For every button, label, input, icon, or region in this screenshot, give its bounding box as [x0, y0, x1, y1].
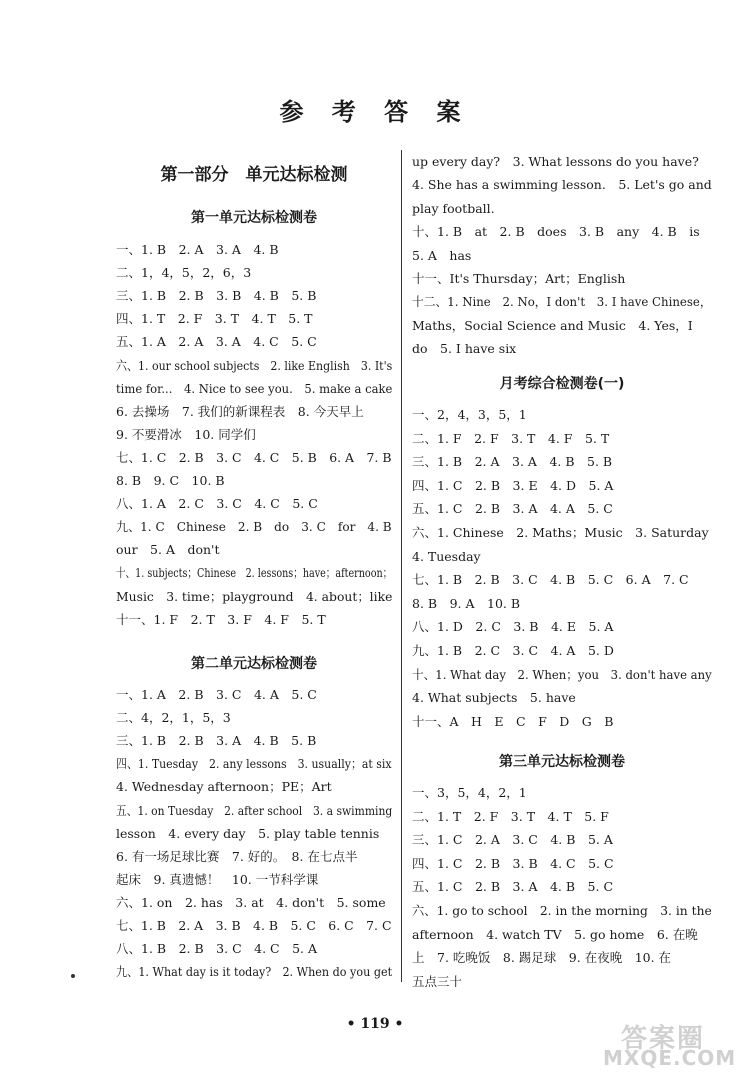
answer-line: Music 3. time；playground 4. about；like: [116, 588, 393, 604]
answer-line: 九、1. B 2. C 3. C 4. A 5. D: [412, 643, 614, 658]
answer-line: 八、1. A 2. C 3. C 4. C 5. C: [116, 496, 318, 512]
answer-line: 5. A has: [412, 247, 472, 263]
answer-line: 五点三十: [412, 973, 463, 989]
answer-line: Maths，Social Science and Music 4. Yes，I: [412, 317, 693, 333]
answer-line: 6. 去操场 7. 我们的新课程表 8. 今天早上: [116, 403, 364, 419]
section-heading-unit-1: 第一单元达标检测卷: [191, 210, 317, 226]
answer-line: 8. B 9. A 10. B: [412, 595, 521, 611]
answer-line: 十一、1. F 2. T 3. F 4. F 5. T: [116, 611, 326, 627]
answer-line: 十一、It's Thursday；Art；English: [412, 271, 626, 286]
answer-line: 五、1. C 2. B 3. A 4. A 5. C: [412, 501, 613, 517]
answer-line: 9. 不要滑冰 10. 同学们: [116, 426, 256, 442]
answer-line: time for... 4. Nice to see you. 5. make a cake: [116, 380, 393, 396]
answer-line: 四、1. T 2. F 3. T 4. T 5. T: [116, 311, 313, 327]
answer-line: 九、1. What day is it today? 2. When do you get: [116, 964, 393, 980]
section-heading-unit-3: 第三单元达标检测卷: [499, 754, 625, 770]
answer-line: 三、1. B 2. B 3. A 4. B 5. B: [116, 733, 317, 749]
answer-line: our 5. A don't: [116, 542, 220, 558]
watermark-logo: [603, 1018, 743, 1070]
answer-line: 七、1. B 2. A 3. B 4. B 5. C 6. C 7. C: [116, 918, 392, 933]
part-heading: 第一部分 单元达标检测: [160, 165, 348, 185]
answer-line: 三、1. C 2. A 3. C 4. B 5. A: [412, 832, 613, 848]
answer-line: 4. She has a swimming lesson. 5. Let's go and: [412, 177, 712, 193]
answer-line: do 5. I have six: [412, 341, 517, 357]
answer-line: 一、1. B 2. A 3. A 4. B: [116, 242, 279, 257]
answer-line: lesson 4. every day 5. play table tennis: [116, 825, 380, 841]
answer-line: 十、1. What day 2. When；you 3. don't have any: [412, 666, 712, 682]
answer-line: 五、1. on Tuesday 2. after school 3. a swimming: [116, 802, 393, 818]
answer-line: 十、1. B at 2. B does 3. B any 4. B is: [412, 224, 700, 240]
answer-line: 8. B 9. C 10. B: [116, 473, 225, 488]
answer-line: 一、2，4，3，5，1: [412, 407, 527, 422]
answer-line: 五、1. A 2. A 3. A 4. C 5. C: [116, 334, 317, 350]
page-title: 参 考 答 案: [279, 98, 471, 126]
answer-line: 四、1. C 2. B 3. B 4. C 5. C: [412, 855, 614, 871]
answer-line: 四、1. C 2. B 3. E 4. D 5. A: [412, 477, 614, 493]
section-heading-monthly-test-1: 月考综合检测卷(一): [499, 376, 625, 392]
answer-line: up every day? 3. What lessons do you have?: [412, 154, 699, 169]
watermark-text: 答案圈: [621, 1024, 706, 1054]
answer-line: 起床 9. 真遗憾！ 10. 一节科学课: [116, 871, 319, 887]
answer-line: play football.: [412, 200, 495, 216]
answer-line: 十一、A H E C F D G B: [412, 713, 614, 729]
answer-line: 九、1. C Chinese 2. B do 3. C for 4. B: [116, 519, 392, 535]
answer-line: 4. Tuesday: [412, 548, 481, 564]
bullet-mark: [71, 974, 75, 978]
watermark-url: MXQE.COM: [603, 1046, 737, 1070]
answer-line: 十二、1. Nine 2. No，I don't 3. I have Chinese，: [412, 294, 712, 310]
answer-line: 六、1. Chinese 2. Maths；Music 3. Saturday: [412, 525, 709, 540]
answer-line: 六、1. go to school 2. in the morning 3. in the: [412, 903, 712, 918]
answer-line: 二、1. F 2. F 3. T 4. F 5. T: [412, 430, 610, 446]
answer-line: 八、1. D 2. C 3. B 4. E 5. A: [412, 619, 614, 635]
section-heading-unit-2: 第二单元达标检测卷: [191, 656, 317, 672]
answer-line: 6. 有一场足球比赛 7. 好的。 8. 在七点半: [116, 848, 358, 864]
answer-line: 六、1. on 2. has 3. at 4. don't 5. some: [116, 894, 386, 910]
answer-line: 七、1. C 2. B 3. C 4. C 5. B 6. A 7. B: [116, 449, 392, 465]
answer-line: 一、1. A 2. B 3. C 4. A 5. C: [116, 687, 317, 702]
answer-line: 上 7. 吃晚饭 8. 踢足球 9. 在夜晚 10. 在: [412, 950, 672, 966]
answer-line: 十、1. subjects；Chinese 2. lessons；have；afternoon；: [116, 565, 393, 581]
answer-line: 二、1. T 2. F 3. T 4. T 5. F: [412, 808, 609, 824]
answer-line: 七、1. B 2. B 3. C 4. B 5. C 6. A 7. C: [412, 572, 689, 588]
answer-line: 六、1. our school subjects 2. like English 3. It's: [116, 357, 393, 373]
answer-line: 4. Wednesday afternoon；PE；Art: [116, 779, 332, 795]
answer-line: 五、1. C 2. B 3. A 4. B 5. C: [412, 879, 614, 895]
answer-line: 四、1. Tuesday 2. any lessons 3. usually；at six: [116, 756, 392, 772]
answer-line: 4. What subjects 5. have: [412, 690, 576, 706]
answer-line: 三、1. B 2. B 3. B 4. B 5. B: [116, 288, 317, 304]
answer-line: afternoon 4. watch TV 5. go home 6. 在晚: [412, 926, 698, 942]
answer-line: 一、3，5，4，2，1: [412, 785, 527, 800]
column-divider: [401, 150, 402, 982]
page-number: • 119 •: [346, 1016, 404, 1032]
answer-line: 八、1. B 2. B 3. C 4. C 5. A: [116, 941, 318, 957]
answer-line: 二、1，4，5，2，6，3: [116, 265, 252, 281]
answer-line: 三、1. B 2. A 3. A 4. B 5. B: [412, 454, 613, 470]
answer-line: 二、4，2，1，5，3: [116, 710, 231, 726]
